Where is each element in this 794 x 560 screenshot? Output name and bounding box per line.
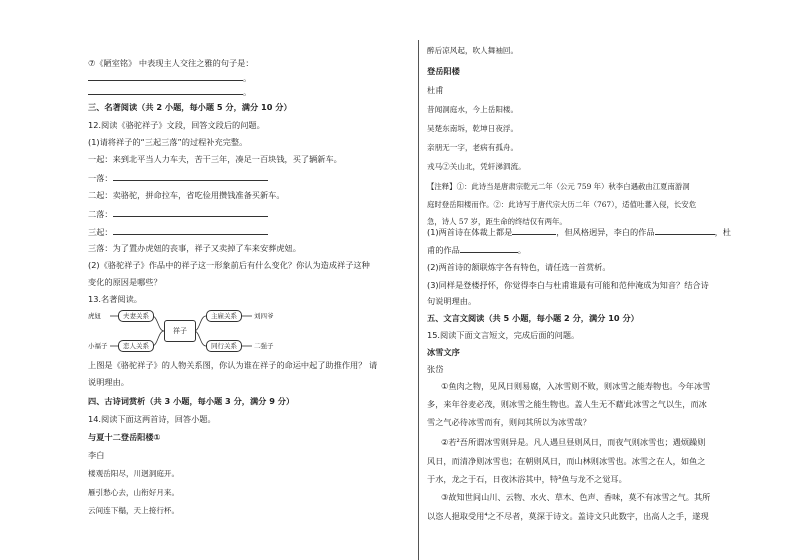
relation-employer: 主雇关系	[206, 310, 242, 322]
question-12: 12.阅读《骆驼祥子》文段，回答文段后的问题。	[88, 120, 265, 130]
answer-blank[interactable]	[88, 86, 243, 95]
relation-lovers: 恋人关系	[118, 340, 154, 352]
fall-2-blank[interactable]	[113, 208, 268, 217]
fall-2-label: 二落：	[88, 209, 113, 219]
relation-spouse: 夫妻关系	[118, 310, 154, 322]
answer-punct: 。	[243, 73, 252, 83]
center-xiangzi: 祥子	[164, 320, 196, 342]
poem-2-line: 吴楚东南坼，乾坤日夜浮。	[427, 124, 519, 133]
annotation-line3: 急，诗人 57 岁，距生命的终结仅有两年。	[427, 217, 567, 226]
rise-3-label: 三起：	[88, 227, 113, 237]
question-7	[88, 58, 254, 69]
poem-2-title: 登岳阳楼	[427, 66, 460, 76]
essay-para-2: 于水，龙之于石，日夜沐浴其中，特³鱼与龙不之觉耳。	[427, 474, 627, 484]
character-erqiangzi: 二强子	[254, 342, 274, 350]
poem-2-line: 昔闻洞庭水，今上岳阳楼。	[427, 105, 519, 114]
question-12-2-line1: (2)《骆驼祥子》作品中的祥子这一形象前后有什么变化？你认为造成祥子这种	[88, 260, 370, 270]
poem-2-author: 杜甫	[427, 85, 444, 95]
essay-para-2: ②若²吾所谓冰雪则异是。凡人遇旦昼则风日，而夜气则冰雪也；遇烦躁则	[441, 437, 706, 447]
essay-author: 张岱	[427, 364, 444, 374]
fall-1-blank[interactable]	[113, 172, 268, 181]
question-14-3-line1: (3)同样是登楼抒怀，你觉得李白与杜甫谁最有可能和范仲淹成为知音？结合诗	[427, 280, 709, 290]
poem-2-line: 亲朋无一字，老病有孤舟。	[427, 143, 519, 152]
fall-2	[88, 208, 268, 220]
question-13-text-line2: 说明理由。	[88, 377, 129, 387]
question-7-text: ⑦《陋室铭》 中表现主人交往之雅的句子是：	[88, 58, 254, 68]
column-divider	[418, 40, 419, 560]
q1-text-d: 甫的作品	[427, 245, 460, 255]
fall-1	[88, 172, 268, 184]
libai-style-blank[interactable]	[655, 226, 715, 235]
question-13-text-line1: 上图是《骆驼祥子》的人物关系图，你认为谁在祥子的命运中起了助推作用？ 请	[88, 360, 378, 370]
question-14-1-line2	[427, 244, 526, 256]
section-3-heading: 三、名著阅读（共 2 小题，每小题 5 分，满分 10 分）	[88, 102, 292, 112]
left-column	[88, 0, 416, 560]
poem-1-line: 云间连下榻，天上接行杯。	[88, 506, 180, 515]
answer-line-1	[88, 72, 251, 84]
question-14-3-line2: 句说明理由。	[427, 296, 477, 306]
poem-1-line: 楼观岳阳尽，川迥洞庭开。	[88, 469, 180, 478]
essay-para-1: ①鱼肉之物，见风日则易腐，入冰雪则不败，则冰雪之能寿物也。今年冰雪	[441, 381, 711, 391]
rise-1: 一起：来到北平当人力车夫，苦干三年，凑足一百块钱，买了辆新车。	[88, 154, 342, 164]
question-14-1-line1	[427, 226, 731, 238]
rise-3	[88, 226, 268, 238]
section-5-heading: 五、文言文阅读（共 5 小题，每小题 2 分，满分 10 分）	[427, 313, 639, 323]
question-14: 14.阅读下面这两首诗，回答小题。	[88, 414, 216, 424]
fall-3: 三落：为了置办虎妞的丧事，祥子又卖掉了车来安葬虎妞。	[88, 243, 301, 253]
q1-text-c: ，杜	[714, 227, 731, 237]
character-xiaofuzi: 小福子	[88, 342, 108, 350]
question-12-2-line2: 变化的原因是哪些？	[88, 277, 162, 287]
essay-para-1: 雪之气必待冰雪而有，则问其所以为冰雪哉？	[427, 417, 591, 427]
answer-blank[interactable]	[88, 72, 243, 81]
character-liusiye: 刘四爷	[254, 312, 274, 320]
poem-1-title: 与夏十二登岳阳楼①	[88, 432, 161, 442]
poem-1-line: 雁引愁心去，山衔好月来。	[88, 488, 180, 497]
character-huniu: 虎妞	[88, 312, 101, 320]
q1-text-a: (1)两首诗在体裁上都是	[427, 227, 513, 237]
question-15: 15.阅读下面文言短文，完成后面的问题。	[427, 330, 580, 340]
rise-2: 二起：卖骆驼，拼命拉车，省吃俭用攒钱准备买新车。	[88, 190, 285, 200]
answer-punct: 。	[243, 87, 252, 97]
q1-text-e: 。	[517, 245, 526, 255]
fall-1-label: 一落：	[88, 173, 113, 183]
poem-1-author: 李白	[88, 450, 105, 460]
essay-para-3: ③故知世间山川、云物、水火、草木、色声、香味，莫不有冰雪之气。其所	[441, 492, 711, 502]
essay-title: 冰雪文序	[427, 347, 460, 357]
question-14-2: (2)两首诗的颔联炼字各有特色，请任选一首赏析。	[427, 262, 611, 272]
poem-2-line: 戎马②关山北，凭轩涕泗流。	[427, 162, 526, 171]
genre-blank[interactable]	[512, 226, 556, 235]
character-relationship-map	[88, 306, 348, 356]
essay-para-1: 多，来年谷麦必茂，则冰雪之能生物也。盖人生无不藉ⁱ此冰雪之气以生，而冰	[427, 399, 707, 409]
q1-text-b: ，但风格迥异，李白的作品	[556, 227, 655, 237]
section-4-heading: 四、古诗词赏析（共 3 小题，每小题 3 分，满分 9 分）	[88, 396, 295, 406]
rise-3-blank[interactable]	[113, 226, 268, 235]
question-13: 13.名著阅读。	[88, 294, 142, 304]
annotation-line1: 【注释】①：此诗当是唐肃宗乾元二年（公元 759 年）秋李白遇赦由江夏南游洞	[427, 182, 690, 191]
dufu-style-blank[interactable]	[460, 244, 518, 253]
relation-peer: 同行关系	[206, 340, 242, 352]
question-12-1: (1)请将祥子的“三起三落”的过程补充完整。	[88, 137, 248, 147]
answer-line-2	[88, 86, 251, 98]
right-column	[427, 0, 731, 560]
poem-1-last-line: 醉后凉风起，吹人舞袖回。	[427, 46, 519, 55]
essay-para-3: 以恣人挹取受用⁴之不尽者，莫深于诗文。盖诗文只此数字，出高人之手，遂现	[427, 511, 709, 521]
annotation-line2: 庭时登岳阳楼而作。②：此诗写于唐代宗大历二年（767），适值吐蕃入侵，长安危	[427, 200, 697, 209]
essay-para-2: 风日，而清净则冰雪也；在朝则风日，而山林则冰雪也。冰雪之在人，如鱼之	[427, 456, 706, 466]
